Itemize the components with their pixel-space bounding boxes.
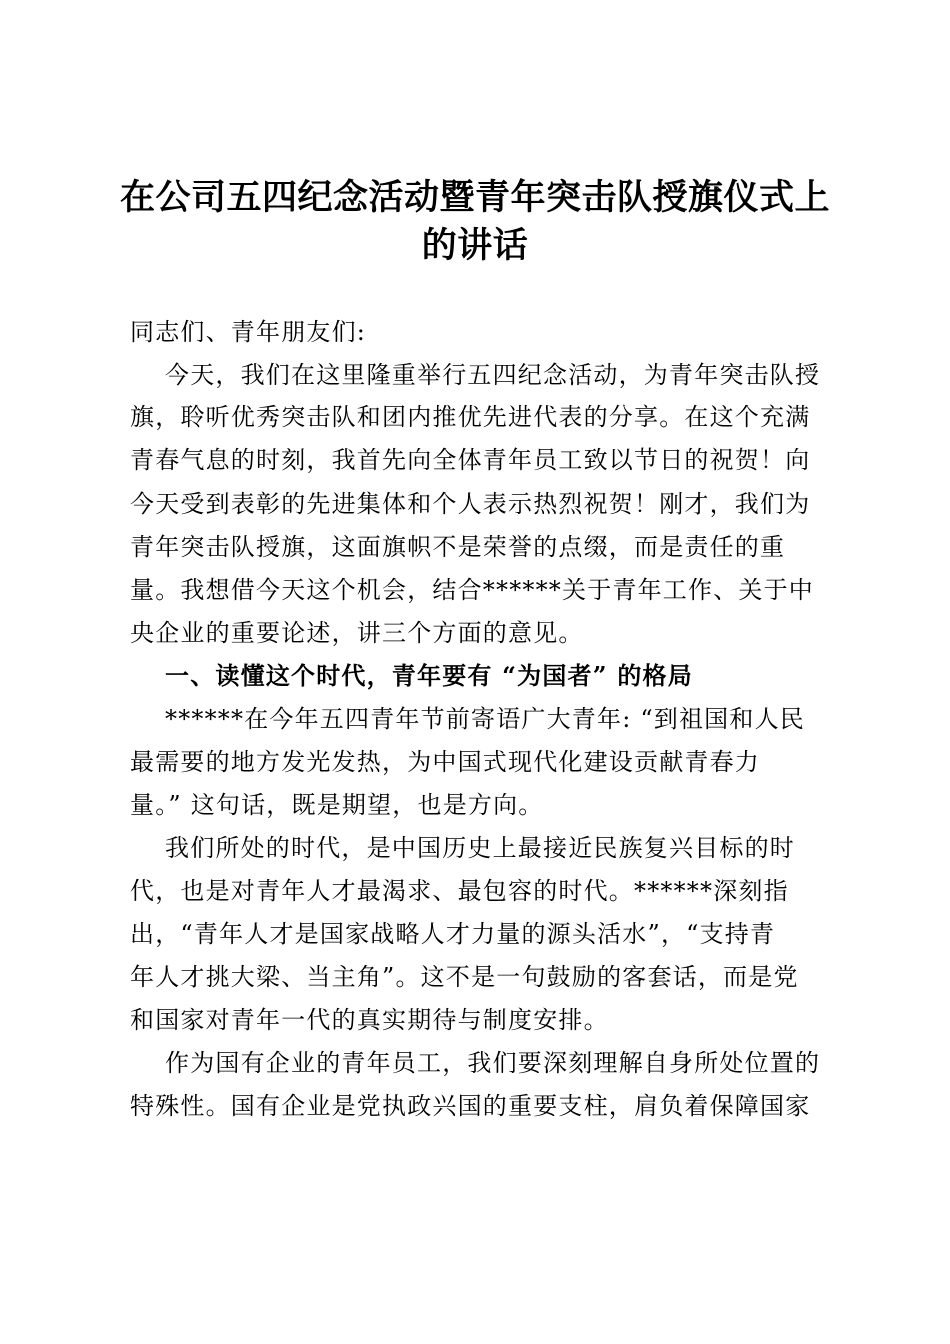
paragraph-line: 今天受到表彰的先进集体和个人表示热烈祝贺！刚才，我们为 xyxy=(130,490,811,518)
paragraph-line: 年人才挑大梁、当主角”。这不是一句鼓励的客套话，而是党 xyxy=(130,963,799,991)
section-heading: 一、读懂这个时代，青年要有 “为国者” 的格局 xyxy=(165,661,693,690)
paragraph-line: 特殊性。国有企业是党执政兴国的重要支柱，肩负着保障国家 xyxy=(130,1092,811,1120)
paragraph-line: 作为国有企业的青年员工，我们要深刻理解自身所处位置的 xyxy=(165,1049,821,1077)
paragraph-line: 量。我想借今天这个机会，结合******关于青年工作、关于中 xyxy=(130,576,814,604)
paragraph-line: 量。” 这句话，既是期望，也是方向。 xyxy=(130,791,544,819)
paragraph-line: 我们所处的时代，是中国历史上最接近民族复兴目标的时 xyxy=(165,834,795,862)
paragraph-line: 青年突击队授旗，这面旗帜不是荣誉的点缀，而是责任的重 xyxy=(130,533,786,561)
salutation: 同志们、青年朋友们: xyxy=(130,318,367,346)
paragraph-line: ******在今年五四青年节前寄语广大青年: “到祖国和人民 xyxy=(165,705,805,733)
paragraph-line: 央企业的重要论述，讲三个方面的意见。 xyxy=(130,619,584,647)
document-title-line-2: 的讲话 xyxy=(421,225,529,266)
paragraph-line: 青春气息的时刻，我首先向全体青年员工致以节日的祝贺！向 xyxy=(130,446,811,474)
document-title-line-1: 在公司五四纪念活动暨青年突击队授旗仪式上 xyxy=(119,177,830,218)
paragraph-line: 最需要的地方发光发热，为中国式现代化建设贡献青春力 xyxy=(130,748,760,776)
paragraph-line: 出，“青年人才是国家战略人才力量的源头活水”，“支持青 xyxy=(130,920,776,948)
paragraph-line: 旗，聆听优秀突击队和团内推优先进代表的分享。在这个充满 xyxy=(130,403,811,431)
paragraph-line: 和国家对青年一代的真实期待与制度安排。 xyxy=(130,1006,609,1034)
paragraph-line: 代，也是对青年人才最渴求、最包容的时代。******深刻指 xyxy=(130,877,789,905)
paragraph-line: 今天，我们在这里隆重举行五四纪念活动，为青年突击队授 xyxy=(165,361,821,389)
